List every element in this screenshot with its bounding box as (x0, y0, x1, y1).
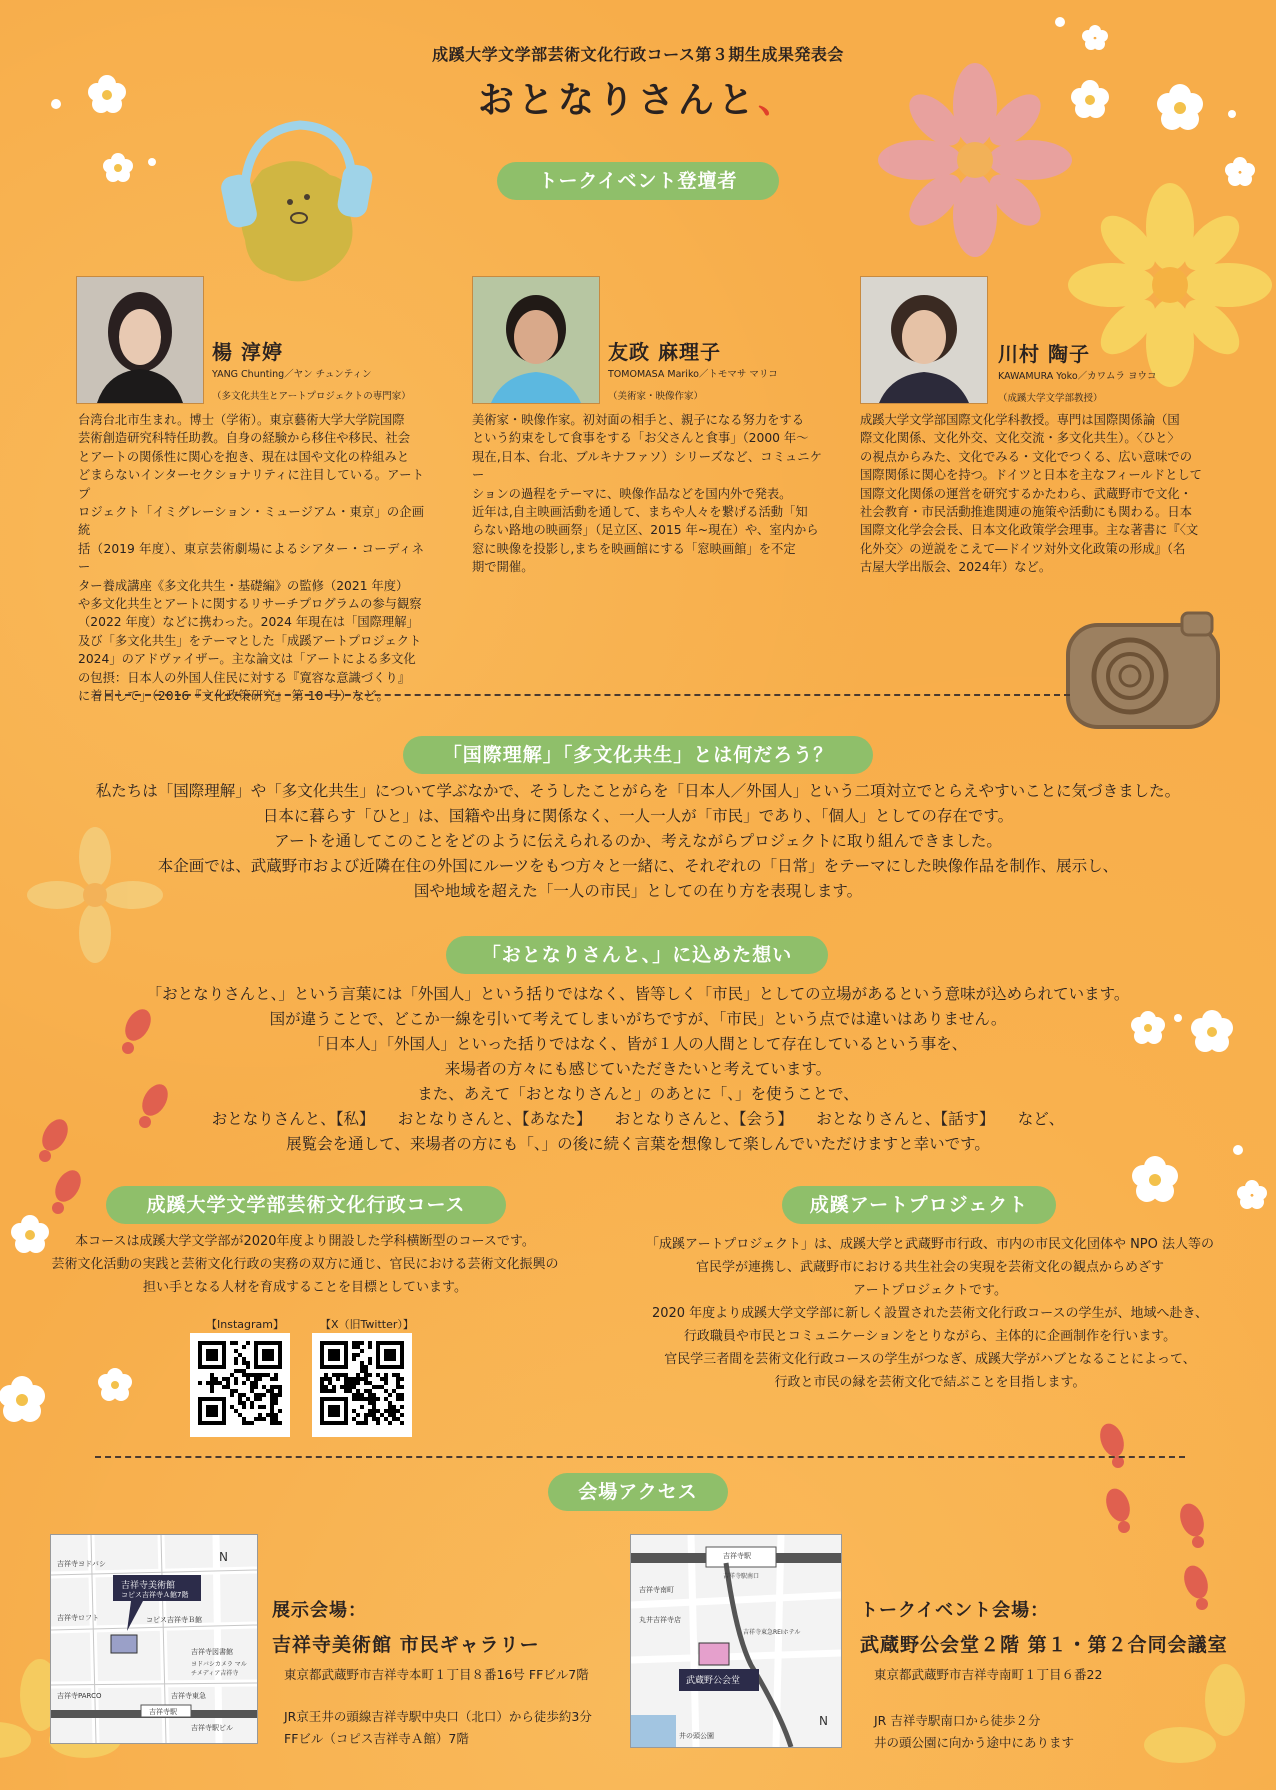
theme-heading: 「国際理解」「多文化共生」とは何だろう？ (403, 736, 873, 774)
talk-venue-map[interactable] (630, 1534, 842, 1748)
exhibition-address: 東京都武蔵野市吉祥寺本町１丁目８番16号 FFビル7階 (284, 1667, 589, 1682)
theme-paragraph: 私たちは「国際理解」や「多文化共生」について学ぶなかで、そうしたことがらを「日本人／外国人」という二項対立でとらえやすいことに気づきました。 日本に暮らす「ひと」は、国籍や出身に関係なく、一人一人が「市民」であり、「個人」としての存在です。 アートを通してこのことをどのように伝えられるのか、考えながらプロジェクトに取り組んできました。 本企画では、武蔵野市および近隣在住の外国にルーツをもつ方々と一緒に、それぞれの「日常」をテーマにした映像作品を制作、展示し、 国や地域を超えた「一人の市民」としての在り方を表現します。 (95, 782, 1181, 900)
map-label: 武蔵野公会堂 (686, 1676, 741, 1686)
map-icon (631, 1535, 841, 1747)
qr-code-icon (320, 1341, 404, 1425)
talk-venue-name: 武蔵野公会堂２階 第１・第２合同会議室 (860, 1634, 1228, 1656)
qr-code-icon (198, 1341, 282, 1425)
instagram-label: 【Instagram】 (206, 1318, 284, 1331)
speaker-bio: 美術家・映像作家。初対面の相手と、親子になる努力をする という約束をして食事をする「お父さんと食事」（2000 年～ 現在,日本、台北、ブルキナファソ）シリーズなど、コミュニケー ションの過程をテーマに、映像作品などを国内外で発表。 近年は,自主映画活動を通して、まちや人々を繋げる活動「知 らない路地の映画祭」（足立区、2015 年~現在）や、室内から 窓に映像を投影し,まちを映画館にする「窓映画館」を不定 期で開催。 (472, 413, 822, 575)
speaker-role: （成蹊大学文学部教授） (998, 393, 1103, 404)
speaker-romaji: YANG Chunting／ヤン チュンティン (212, 369, 372, 380)
event-title-main: おとなりさんと (477, 80, 758, 121)
svg-text:N: N (219, 1550, 228, 1564)
divider (95, 694, 1070, 696)
svg-text:N: N (819, 1714, 828, 1728)
event-title (0, 72, 1276, 123)
speaker-role: （美術家・映像作家） (608, 391, 704, 402)
exhibition-venue-name: 吉祥寺美術館 市民ギャラリー (272, 1634, 540, 1656)
name-paragraph: 「おとなりさんと、」という言葉には「外国人」という括りではなく、皆等しく「市民」としての立場があるという意味が込められています。 国が違うことで、どこか一線を引いて考えてしまいがちですが、「市民」という点では違いはありません。 「日本人」「外国人」といった括りではなく、皆が１人の人間として存在しているという事を、 来場者の方々にも感じていただきたいと考えています。 また、あえて「おとなりさんと」のあとに「、」を使うことで、 おとなりさんと、【私】 おとなりさんと、【あなた】 おとなりさんと、【会う】 おとなりさんと、【話す】 など、 展覧会を通して、来場者の方にも「、」の後に続く言葉を想像して楽しんでいただけますと幸いです。 (146, 985, 1130, 1153)
map-label: 吉祥寺東急 (171, 1692, 206, 1700)
map-label: 吉祥寺ロフト (57, 1614, 99, 1622)
speakers-heading: トークイベント登壇者 (497, 162, 779, 200)
headphone-character-icon (219, 125, 374, 281)
talk-venue-direction: JR 吉祥寺駅南口から徒歩２分 井の頭公園に向かう途中にあります (874, 1713, 1075, 1750)
map-label: 吉祥寺図書館 (191, 1648, 233, 1656)
course-text: 本コースは成蹊大学文学部が2020年度より開設した学科横断型のコースです。 芸術文化活動の実践と芸術文化行政の実務の双方に通じ、官民における芸術文化振興の 担い手となる人材を育成することを目標としています。 (51, 1234, 559, 1295)
speaker-romaji: TOMOMASA Mariko／トモマサ マリコ (608, 369, 778, 380)
instagram-qr-code[interactable] (190, 1333, 290, 1437)
map-label: コピス吉祥寺Ｂ館 (146, 1616, 202, 1624)
event-subtitle: 成蹊大学文学部芸術文化行政コース第３期生成果発表会 (432, 45, 844, 64)
speaker-romaji: KAWAMURA Yoko／カワムラ ヨウコ (998, 371, 1157, 382)
map-label: 吉祥寺ヨドバシ (57, 1560, 106, 1568)
exhibition-map[interactable] (50, 1534, 258, 1744)
speaker-bio: 台湾台北市生まれ。博士（学術）。東京藝術大学大学院国際 芸術創造研究科特任助教。自身の経験から移住や移民、社会 とアートの関係性に関心を抱き、現在は国や文化の枠組みと どまらないインターセクショナリティに注目している。アートプ ロジェクト「イミグレーション・ミュージアム・東京」の企画統 括（2019 年度）、東京芸術劇場によるシアター・コーディネー ター養成講座《多文化共生・基礎編》の監修（2021 年度） や多文化共生とアートに関するリサーチプログラムの参与観察 （2022 年度）などに携わった。2024 年現在は「国際理解」 及び「多文化共生」をテーマとした「成蹊アートプロジェクト 2024」のアドヴァイザー。主な論文は「アートによる多文化 の包摂：日本人の外国人住民に対する『寛容な意識づくり』 に着目して」（2016『文化政策研究』 第 10 号）など。 (78, 413, 424, 704)
access-heading: 会場アクセス (548, 1473, 728, 1511)
event-title-accent: 、 (758, 80, 799, 121)
course-heading: 成蹊大学文学部芸術文化行政コース (106, 1186, 506, 1224)
bottom-flower-icon-2 (1144, 1664, 1245, 1763)
speaker-role: （多文化共生とアートプロジェクトの専門家） (212, 391, 411, 402)
speaker-photo-kawamura (860, 276, 988, 404)
map-label: ヨドバシカメラ マルチメディア吉祥寺 (191, 1661, 247, 1677)
map-label: コピス吉祥寺Ａ館7階 (121, 1591, 189, 1599)
art-project-heading: 成蹊アートプロジェクト (782, 1186, 1056, 1224)
map-label: 吉祥寺駅南口 (723, 1573, 760, 1580)
exhibition-direction: JR京王井の頭線吉祥寺駅中央口（北口）から徒歩約3分 FFビル（コピス吉祥寺Ａ館）7階 (284, 1709, 592, 1746)
speaker-name: 川村 陶子 (998, 342, 1090, 366)
twitter-label: 【X（旧Twitter）】 (320, 1318, 414, 1331)
map-label: 井の頭公園 (679, 1732, 714, 1740)
divider (95, 1456, 1185, 1458)
map-label: 吉祥寺美術館 (121, 1581, 176, 1591)
twitter-qr-code[interactable] (312, 1333, 412, 1437)
camera-icon (1068, 613, 1218, 727)
map-label: 吉祥寺駅ビル (191, 1724, 233, 1732)
map-label: 吉祥寺駅 (149, 1708, 177, 1716)
speaker-photo-yang (76, 276, 204, 404)
speaker-photo-tomomasa (472, 276, 600, 404)
map-label: 吉祥寺PARCO (57, 1692, 102, 1700)
exhibition-label: 展示会場： (272, 1600, 367, 1621)
art-project-text: 「成蹊アートプロジェクト」は、成蹊大学と武蔵野市行政、市内の市民文化団体や NPO 法人等の 官民学が連携し、武蔵野市における共生社会の実現を芸術文化の観点からめざす アートプロジェクトです。 2020 年度より成蹊大学文学部に新しく設置された芸術文化行政コースの学生が、地域へ赴き、 行政職員や市民とコミュニケーションをとりながら、主体的に企画制作を行います。 官民学三者間を芸術文化行政コースの学生がつなぎ、成蹊大学がハブとなることによって、 行政と市民の縁を芸術文化で結ぶことを目指します。 (645, 1237, 1215, 1390)
speaker-name: 友政 麻理子 (608, 340, 721, 364)
map-label: 吉祥寺駅 (723, 1552, 751, 1560)
name-heading: 「おとなりさんと、」に込めた想い (446, 936, 828, 974)
speaker-bio: 成蹊大学文学部国際文化学科教授。専門は国際関係論（国 際文化関係、文化外交、文化交流・多文化共生）。〈ひと〉 の視点からみた、文化でみる・文化でつくる、広い意味での 国際関係に関心を持つ。ドイツと日本を主なフィールドとして 国際文化関係の運営を研究するかたわら、武蔵野市で文化・ 社会教育・市民活動推進関連の施策や活動にも関わる。日本 国際文化学会会長、日本文化政策学会理事。主な著書に『〈文 化外交〉の逆説をこえて―ドイツ対外文化政策の形成』（名 古屋大学出版会、2024年）など。 (860, 413, 1202, 575)
talk-venue-address: 東京都武蔵野市吉祥寺南町１丁目６番22 (874, 1667, 1103, 1682)
map-label: 吉祥寺南町 (639, 1586, 674, 1594)
yellow-flower-icon (1068, 183, 1272, 387)
map-label: 丸井吉祥寺店 (639, 1616, 681, 1624)
speaker-name: 楊 淳婷 (212, 340, 283, 364)
map-label: 吉祥寺東急REIホテル (743, 1629, 801, 1636)
talk-venue-label: トークイベント会場： (860, 1600, 1050, 1621)
